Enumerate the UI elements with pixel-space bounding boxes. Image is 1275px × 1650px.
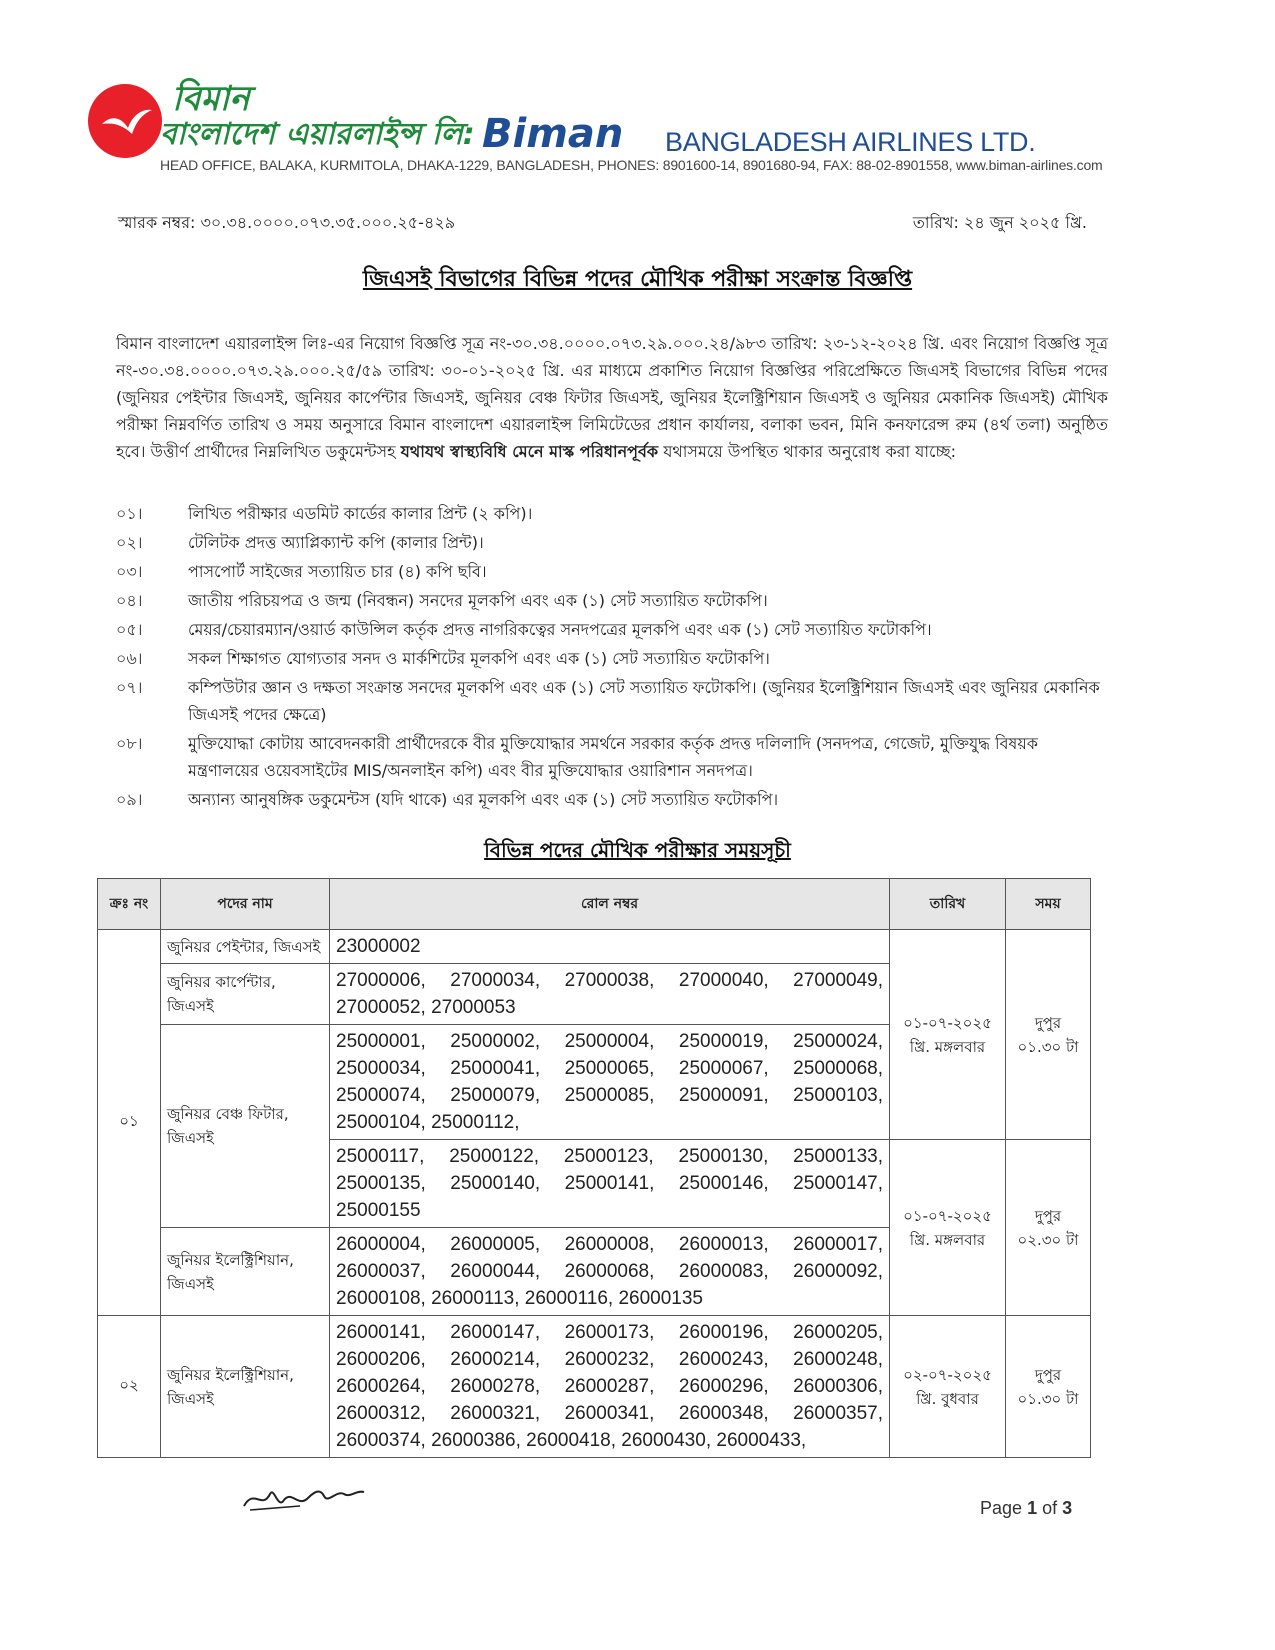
list-item-number: ০৭।: [116, 678, 143, 697]
page-indicator: [980, 1498, 1072, 1519]
date-cell: ০১-০৭-২০২৫ খ্রি. মঙ্গলবার: [890, 1140, 1006, 1316]
list-item-number: ০৩।: [116, 562, 143, 581]
time-cell: দুপুর ০১.৩০ টা: [1006, 1316, 1091, 1458]
serial-cell: ০১: [98, 930, 161, 1316]
list-item: [116, 558, 1108, 585]
roll-cell: 26000004, 26000005, 26000008, 26000013, 26000017, 26000037, 26000044, 26000068, 26000083, 26000092, 26000108, 26000113, 26000116, 26000135: [330, 1228, 890, 1316]
list-item: [116, 730, 1108, 784]
schedule-title: [0, 836, 1275, 869]
list-item-text: অন্যান্য আনুষঙ্গিক ডকুমেন্টস (যদি থাকে) এর মূলকপি এবং এক (১) সেট সত্যায়িত ফটোকপি।: [188, 790, 779, 809]
list-item-number: ০৪।: [116, 591, 143, 610]
airline-logo-icon: [88, 84, 162, 158]
list-item-text: কম্পিউটার জ্ঞান ও দক্ষতা সংক্রান্ত সনদের মূলকপি এবং এক (১) সেট সত্যায়িত ফটোকপি। (জুনিয়র ইলেক্ট্রিশিয়ান জিএসই এবং জুনিয়র মেকানিক জিএসই পদের ক্ষেত্রে): [188, 678, 1100, 724]
schedule-title-text: বিভিন্ন পদের মৌখিক পরীক্ষার সময়সূচী: [484, 838, 791, 862]
post-name: জুনিয়র কার্পেন্টার, জিএসই: [167, 973, 276, 1015]
page-label: Page: [980, 1498, 1023, 1518]
list-item-text: পাসপোর্ট সাইজের সত্যায়িত চার (৪) কপি ছবি।: [188, 562, 487, 581]
list-item-text: জাতীয় পরিচয়পত্র ও জন্ম (নিবন্ধন) সনদের মূলকপি এবং এক (১) সেট সত্যায়িত ফটোকপি।: [188, 591, 768, 610]
post-cell: [161, 1025, 330, 1228]
date-cell: ০১-০৭-২০২৫ খ্রি. মঙ্গলবার: [890, 930, 1006, 1140]
head-office-address: HEAD OFFICE, BALAKA, KURMITOLA, DHAKA-1229, BANGLADESH, PHONES: 8901600-14, 8901680-94, FAX: 88-02-8901558, www.biman-airlines.com: [160, 157, 1103, 173]
roll-cell: 27000006, 27000034, 27000038, 27000040, 27000049, 27000052, 27000053: [330, 964, 890, 1025]
list-item-text: সকল শিক্ষাগত যোগ্যতার সনদ ও মার্কশিটের মূলকপি এবং এক (১) সেট সত্যায়িত ফটোকপি।: [188, 649, 770, 668]
list-item-text: মেয়র/চেয়ারম্যান/ওয়ার্ড কাউন্সিল কর্তৃক প্রদত্ত নাগরিকত্বের সনদপত্রের মূলকপি এবং এক (১) সেট সত্যায়িত ফটোকপি।: [188, 620, 932, 639]
header-roll: রোল নম্বর: [330, 879, 890, 930]
notice-date: তারিখ: ২৪ জুন ২০২৫ খ্রি.: [912, 213, 1087, 232]
list-item-number: ০৬।: [116, 649, 143, 668]
list-item-number: ০২।: [116, 533, 143, 552]
header-serial: ক্রঃ নং: [98, 879, 161, 930]
time-cell: দুপুর ০১.৩০ টা: [1006, 930, 1091, 1140]
list-item: [116, 587, 1108, 614]
list-item: [116, 786, 1108, 813]
list-item: [116, 616, 1108, 643]
post-name: জুনিয়র বেঞ্চ ফিটার, জিএসই: [167, 1105, 289, 1147]
page-current: 1: [1027, 1498, 1038, 1518]
post-name: জুনিয়র পেইন্টার, জিএসই: [167, 937, 321, 956]
post-name: জুনিয়র ইলেক্ট্রিশিয়ান, জিএসই: [167, 1250, 294, 1293]
schedule-table: [97, 878, 1091, 1458]
roll-cell: 25000001, 25000002, 25000004, 25000019, 25000024, 25000034, 25000041, 25000065, 25000067, 25000068, 25000074, 25000079, 25000085, 25000091, 25000103, 25000104, 25000112,: [330, 1025, 890, 1140]
table-header-row: [98, 879, 1091, 930]
header-time: সময়: [1006, 879, 1091, 930]
list-item-text: টেলিটক প্রদত্ত অ্যাপ্লিক্যান্ট কপি (কালার প্রিন্ট)।: [188, 533, 484, 552]
list-item-number: ০৮।: [116, 734, 143, 753]
time-cell: দুপুর ০২.৩০ টা: [1006, 1140, 1091, 1316]
page-of: of: [1042, 1498, 1058, 1518]
logo-bangla-line1: বিমান: [172, 79, 250, 119]
list-item-number: ০৯।: [116, 790, 143, 809]
list-item: [116, 529, 1108, 556]
roll-cell: 25000117, 25000122, 25000123, 25000130, 25000133, 25000135, 25000140, 25000141, 25000146, 25000147, 25000155: [330, 1140, 890, 1228]
roll-cell: 23000002: [330, 930, 890, 964]
notice-title-text: জিএসই বিভাগের বিভিন্ন পদের মৌখিক পরীক্ষা সংক্রান্ত বিজ্ঞপ্তি: [362, 267, 913, 292]
intro-part2: যথাসময়ে উপস্থিত থাকার অনুরোধ করা যাচ্ছে:: [663, 442, 956, 461]
list-item: [116, 500, 1108, 527]
intro-bold: যথাযথ স্বাস্থ্যবিধি মেনে মাস্ক পরিধানপূর্বক: [400, 442, 659, 461]
documents-list: [116, 500, 1108, 815]
post-cell: [161, 964, 330, 1025]
roll-cell: 26000141, 26000147, 26000173, 26000196, 26000205, 26000206, 26000214, 26000232, 26000243, 26000248, 26000264, 26000278, 26000287, 26000296, 26000306, 26000312, 26000321, 26000341, 26000348, 26000357, 26000374, 26000386, 26000418, 26000430, 26000433,: [330, 1316, 890, 1458]
page-total: 3: [1062, 1498, 1073, 1518]
list-item: [116, 674, 1108, 728]
list-item-number: ০৫।: [116, 620, 143, 639]
header-post: পদের নাম: [161, 879, 330, 930]
intro-paragraph: [116, 330, 1108, 465]
serial-cell: ০২: [98, 1316, 161, 1458]
list-item: [116, 645, 1108, 672]
list-item-text: লিখিত পরীক্ষার এডমিট কার্ডের কালার প্রিন্ট (২ কপি)।: [188, 504, 533, 523]
list-item-number: ০১।: [116, 504, 143, 523]
header-date: তারিখ: [890, 879, 1006, 930]
date-cell: ০২-০৭-২০২৫ খ্রি. বুধবার: [890, 1316, 1006, 1458]
signature-icon: [240, 1480, 370, 1524]
table-row: [98, 930, 1091, 964]
logo-bangla-line2: বাংলাদেশ এয়ারলাইন্স লি:: [160, 117, 475, 152]
brand-name: Biman: [482, 111, 624, 157]
post-name: জুনিয়র ইলেক্ট্রিশিয়ান, জিএসই: [167, 1365, 294, 1408]
table-row: [98, 1316, 1091, 1458]
list-item-text: মুক্তিযোদ্ধা কোটায় আবেদনকারী প্রার্থীদেরকে বীর মুক্তিযোদ্ধার সমর্থনে সরকার কর্তৃক প্রদত্ত দলিলাদি (সনদপত্র, গেজেট, মুক্তিযুদ্ধ বিষয়ক মন্ত্রণালয়ের ওয়েবসাইটের MIS/অনলাইন কপি) এবং বীর মুক্তিযোদ্ধার ওয়ারিশান সনদপত্র।: [188, 734, 1038, 780]
post-cell: [161, 1316, 330, 1458]
memo-number: স্মারক নম্বর: ৩০.৩৪.০০০০.০৭৩.৩৫.০০০.২৫-৪২৯: [118, 213, 456, 232]
notice-title: [0, 262, 1275, 299]
intro-part1: বিমান বাংলাদেশ এয়ারলাইন্স লিঃ-এর নিয়োগ বিজ্ঞপ্তি সূত্র নং-৩০.৩৪.০০০০.০৭৩.২৯.০০০.২৪/৯৮৩ তারিখ: ২৩-১২-২০২৪ খ্রি. এবং নিয়োগ বিজ্ঞপ্তি সূত্র নং-৩০.৩৪.০০০০.০৭৩.২৯.০০০.২৫/৫৯ তারিখ: ৩০-০১-২০২৫ খ্রি. এর মাধ্যমে প্রকাশিত নিয়োগ বিজ্ঞপ্তির পরিপ্রেক্ষিতে জিএসই বিভাগের বিভিন্ন পদের (জুনিয়র পেইন্টার জিএসই, জুনিয়র কার্পেন্টার জিএসই, জুনিয়র বেঞ্চ ফিটার জিএসই, জুনিয়র ইলেক্ট্রিশিয়ান জিএসই ও জুনিয়র মেকানিক জিএসই) মৌখিক পরীক্ষা নিম্নবর্ণিত তারিখ ও সময় অনুসারে বিমান বাংলাদেশ এয়ারলাইন্স লিমিটেডের প্রধান কার্যালয়, বলাকা ভবন, মিনি কনফারেন্স রুম (৪র্থ তলা) অনুষ্ঠিত হবে। উত্তীর্ণ প্রার্থীদের নিম্নলিখিত ডকুমেন্টসহ: [116, 334, 1108, 461]
post-cell: [161, 930, 330, 964]
brand-subtitle: BANGLADESH AIRLINES LTD.: [665, 127, 1036, 157]
post-cell: [161, 1228, 330, 1316]
